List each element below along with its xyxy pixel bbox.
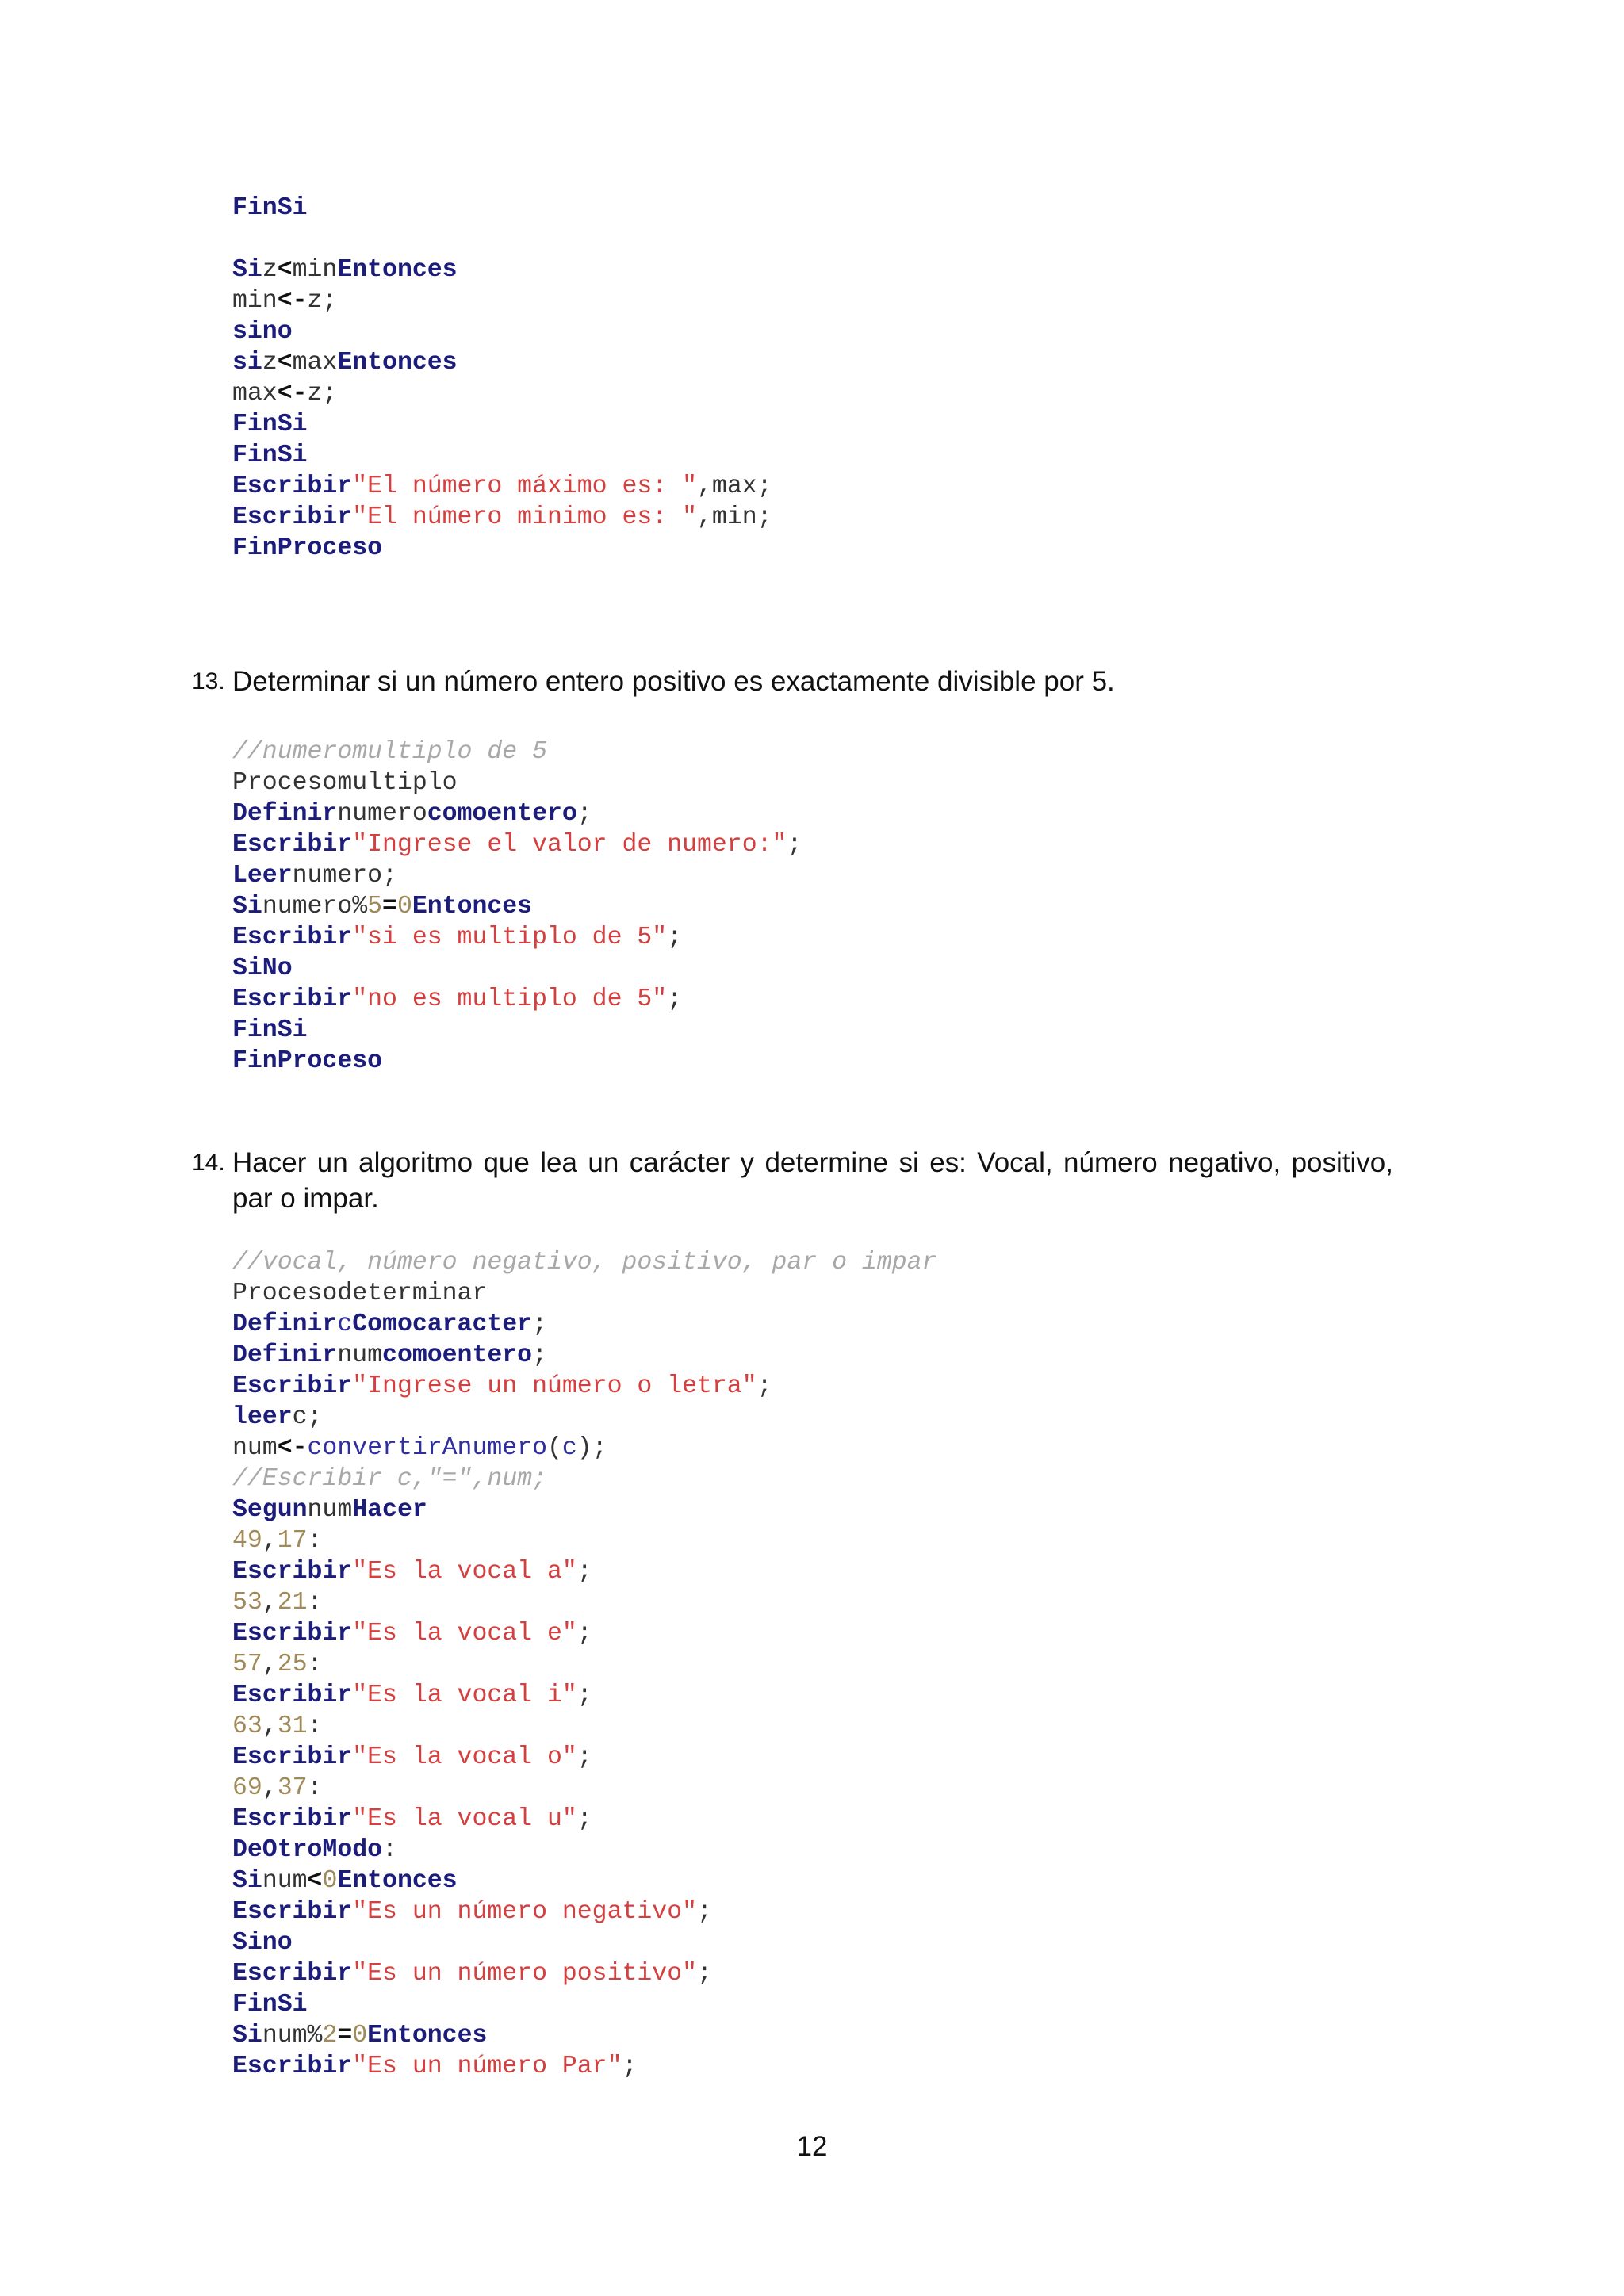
code-identifier: ; <box>576 1743 592 1771</box>
code-keyword: Escribir <box>232 1372 353 1400</box>
code-comment: //numeromultiplo de 5 <box>232 738 547 766</box>
page-number: 12 <box>796 2131 828 2162</box>
code-line <box>232 1402 936 1433</box>
code-identifier: num <box>337 1341 383 1369</box>
code-identifier: z; <box>307 287 338 315</box>
item-number: 13. <box>192 668 225 695</box>
code-line <box>232 471 772 502</box>
code-number: 69 <box>232 1774 262 1802</box>
code-line <box>232 1247 936 1278</box>
code-identifier: ; <box>697 1960 712 1988</box>
code-identifier: : <box>307 1651 323 1678</box>
code-block-minmax <box>232 193 772 564</box>
code-string: "Es la vocal e" <box>352 1620 577 1647</box>
code-string: "Es la vocal a" <box>352 1558 577 1586</box>
code-line <box>232 1556 936 1587</box>
code-identifier: : <box>307 1774 323 1802</box>
code-function: convertirAnumero <box>307 1434 547 1462</box>
code-number: 0 <box>322 1867 338 1895</box>
code-operator: < <box>307 1867 323 1895</box>
code-keyword: Entonces <box>337 349 458 377</box>
code-line <box>232 891 802 922</box>
code-keyword: Definir <box>232 1311 338 1338</box>
code-keyword: Si <box>232 1867 262 1895</box>
code-line <box>232 1278 936 1309</box>
code-identifier: ; <box>532 1341 547 1369</box>
code-string: "Ingrese el valor de numero:" <box>352 831 787 859</box>
code-identifier: ; <box>532 1311 547 1338</box>
code-keyword: Escribir <box>232 1743 353 1771</box>
code-line <box>232 1896 936 1927</box>
code-line <box>232 1835 936 1866</box>
code-keyword: DeOtroModo <box>232 1836 383 1864</box>
code-keyword: comoentero <box>382 1341 533 1369</box>
code-keyword: Escribir <box>232 2053 353 2080</box>
code-line <box>232 409 772 440</box>
code-identifier: z <box>262 349 278 377</box>
code-keyword: Escribir <box>232 503 353 531</box>
code-keyword: FinProceso <box>232 1047 383 1075</box>
code-line <box>232 1804 936 1835</box>
code-keyword: comoentero <box>427 800 577 828</box>
code-string: "Es un número positivo" <box>352 1960 698 1988</box>
code-line <box>232 440 772 471</box>
code-identifier: , <box>262 1589 278 1617</box>
code-line <box>232 1618 936 1649</box>
code-line <box>232 1464 936 1494</box>
code-keyword: Escribir <box>232 924 353 951</box>
code-identifier: c; <box>292 1403 323 1431</box>
code-keyword: FinSi <box>232 411 308 438</box>
code-string: "Ingrese un número o letra" <box>352 1372 757 1400</box>
code-identifier: ; <box>756 1372 772 1400</box>
list-item-13 <box>192 664 1393 699</box>
code-string: "Es la vocal i" <box>352 1682 577 1709</box>
code-line <box>232 533 772 564</box>
code-string: "El número minimo es: " <box>352 503 698 531</box>
code-number: 57 <box>232 1651 262 1678</box>
code-line <box>232 829 802 860</box>
code-number: 21 <box>277 1589 308 1617</box>
code-keyword: Escribir <box>232 1898 353 1926</box>
code-identifier: , <box>262 1527 278 1555</box>
code-keyword: Definir <box>232 800 338 828</box>
code-identifier: ; <box>667 924 683 951</box>
code-identifier: num <box>262 1867 308 1895</box>
code-identifier: ; <box>576 1805 592 1833</box>
code-string: "no es multiplo de 5" <box>352 985 668 1013</box>
code-identifier: ; <box>576 1620 592 1647</box>
code-keyword: leer <box>232 1403 293 1431</box>
code-identifier: ; <box>576 1682 592 1709</box>
code-line <box>232 378 772 409</box>
code-keyword: Leer <box>232 862 293 890</box>
code-line <box>232 2020 936 2051</box>
list-item-14 <box>192 1145 1393 1216</box>
code-line <box>232 984 802 1015</box>
code-identifier: num% <box>262 2022 323 2049</box>
code-identifier: Procesodeterminar <box>232 1280 488 1307</box>
code-number: 5 <box>367 893 383 920</box>
code-line <box>232 2051 936 2082</box>
code-number: 63 <box>232 1712 262 1740</box>
code-identifier: : <box>307 1712 323 1740</box>
code-identifier: ,min; <box>697 503 772 531</box>
code-keyword: FinProceso <box>232 534 383 562</box>
code-line <box>232 1371 936 1402</box>
code-identifier: num <box>232 1434 278 1462</box>
code-line <box>232 502 772 533</box>
code-string: "si es multiplo de 5" <box>352 924 668 951</box>
code-identifier: ; <box>787 831 802 859</box>
code-keyword: Escribir <box>232 473 353 500</box>
code-identifier: max <box>292 349 338 377</box>
code-keyword: Entonces <box>337 256 458 284</box>
code-keyword: Hacer <box>352 1496 427 1524</box>
code-keyword: Escribir <box>232 1558 353 1586</box>
item-number: 14. <box>192 1150 225 1176</box>
code-line <box>232 347 772 378</box>
item-text: Hacer un algoritmo que lea un carácter y determine si es: Vocal, número negativo, positivo, par o impar. <box>232 1147 1393 1214</box>
code-function: c <box>561 1434 577 1462</box>
code-keyword: FinSi <box>232 1016 308 1044</box>
code-keyword: Si <box>232 893 262 920</box>
code-line <box>232 1649 936 1680</box>
code-line <box>232 1494 936 1525</box>
code-line <box>232 798 802 829</box>
code-line <box>232 1340 936 1371</box>
code-identifier: , <box>262 1651 278 1678</box>
code-line <box>232 737 802 767</box>
code-string: "El número máximo es: " <box>352 473 698 500</box>
code-line <box>232 1711 936 1742</box>
code-identifier: numero <box>337 800 427 828</box>
code-number: 0 <box>352 2022 368 2049</box>
code-line <box>232 1773 936 1804</box>
code-operator: < <box>277 256 293 284</box>
code-comment: //vocal, número negativo, positivo, par o impar <box>232 1249 937 1276</box>
code-keyword: FinSi <box>232 194 308 222</box>
code-line <box>232 193 772 224</box>
code-comment: //Escribir c,"=",num; <box>232 1465 547 1493</box>
code-identifier: min <box>292 256 338 284</box>
code-line <box>232 254 772 285</box>
code-block-multiplo <box>232 737 802 1077</box>
code-operator: <- <box>277 380 308 408</box>
code-keyword: Entonces <box>412 893 533 920</box>
code-number: 17 <box>277 1527 308 1555</box>
code-block-determinar <box>232 1247 936 2082</box>
code-line <box>232 1015 802 1046</box>
code-identifier: : <box>307 1527 323 1555</box>
code-keyword: SiNo <box>232 955 293 982</box>
code-line <box>232 860 802 891</box>
code-identifier: min <box>232 287 278 315</box>
code-line <box>232 1680 936 1711</box>
code-identifier: ; <box>576 1558 592 1586</box>
code-identifier: num <box>307 1496 353 1524</box>
code-identifier: : <box>307 1589 323 1617</box>
code-line <box>232 316 772 347</box>
code-line <box>232 922 802 953</box>
code-line <box>232 767 802 798</box>
code-keyword: FinSi <box>232 1991 308 2019</box>
code-identifier: max <box>232 380 278 408</box>
code-identifier: ,max; <box>697 473 772 500</box>
code-keyword: Escribir <box>232 1805 353 1833</box>
code-string: "Es la vocal u" <box>352 1805 577 1833</box>
code-identifier: ; <box>697 1898 712 1926</box>
code-string: "Es un número Par" <box>352 2053 622 2080</box>
code-keyword: Si <box>232 2022 262 2049</box>
code-operator: <- <box>277 287 308 315</box>
code-operator: < <box>277 349 293 377</box>
code-line <box>232 1525 936 1556</box>
code-line <box>232 285 772 316</box>
code-keyword: Definir <box>232 1341 338 1369</box>
code-keyword: si <box>232 349 262 377</box>
code-identifier: ; <box>576 800 592 828</box>
code-line <box>232 1927 936 1958</box>
code-line <box>232 1309 936 1340</box>
code-keyword: Comocaracter <box>352 1311 533 1338</box>
code-keyword: Si <box>232 256 262 284</box>
code-keyword: sino <box>232 318 293 346</box>
code-line <box>232 1433 936 1464</box>
code-keyword: Escribir <box>232 1620 353 1647</box>
code-keyword: Escribir <box>232 1682 353 1709</box>
code-line <box>232 1958 936 1989</box>
code-string: "Es la vocal o" <box>352 1743 577 1771</box>
code-line <box>232 1866 936 1896</box>
code-identifier: ( <box>546 1434 562 1462</box>
code-operator: <- <box>277 1434 308 1462</box>
code-line <box>232 1587 936 1618</box>
code-line <box>232 1046 802 1077</box>
code-identifier: z <box>262 256 278 284</box>
code-number: 0 <box>396 893 412 920</box>
code-keyword: Segun <box>232 1496 308 1524</box>
code-identifier: ; <box>622 2053 638 2080</box>
code-identifier: numero; <box>292 862 397 890</box>
code-number: 37 <box>277 1774 308 1802</box>
item-text: Determinar si un número entero positivo es exactamente divisible por 5. <box>232 666 1115 697</box>
code-line <box>232 1989 936 2020</box>
code-line <box>232 1742 936 1773</box>
code-identifier: Procesomultiplo <box>232 769 458 797</box>
code-keyword: Escribir <box>232 831 353 859</box>
code-number: 2 <box>322 2022 338 2049</box>
code-number: 31 <box>277 1712 308 1740</box>
code-identifier: , <box>262 1774 278 1802</box>
code-operator: = <box>337 2022 353 2049</box>
code-number: 49 <box>232 1527 262 1555</box>
code-number: 25 <box>277 1651 308 1678</box>
code-line <box>232 224 772 254</box>
code-keyword: Escribir <box>232 1960 353 1988</box>
code-identifier: ; <box>667 985 683 1013</box>
code-keyword: Entonces <box>367 2022 488 2049</box>
code-identifier: : <box>382 1836 397 1864</box>
code-identifier: numero% <box>262 893 368 920</box>
code-line <box>232 953 802 984</box>
code-operator: = <box>382 893 397 920</box>
code-number: 53 <box>232 1589 262 1617</box>
code-keyword: Entonces <box>337 1867 458 1895</box>
code-string: "Es un número negativo" <box>352 1898 698 1926</box>
code-keyword: Escribir <box>232 985 353 1013</box>
code-function: c <box>337 1311 353 1338</box>
code-keyword: Sino <box>232 1929 293 1957</box>
code-identifier: ); <box>576 1434 607 1462</box>
code-identifier: , <box>262 1712 278 1740</box>
code-identifier: z; <box>307 380 338 408</box>
code-keyword: FinSi <box>232 442 308 469</box>
